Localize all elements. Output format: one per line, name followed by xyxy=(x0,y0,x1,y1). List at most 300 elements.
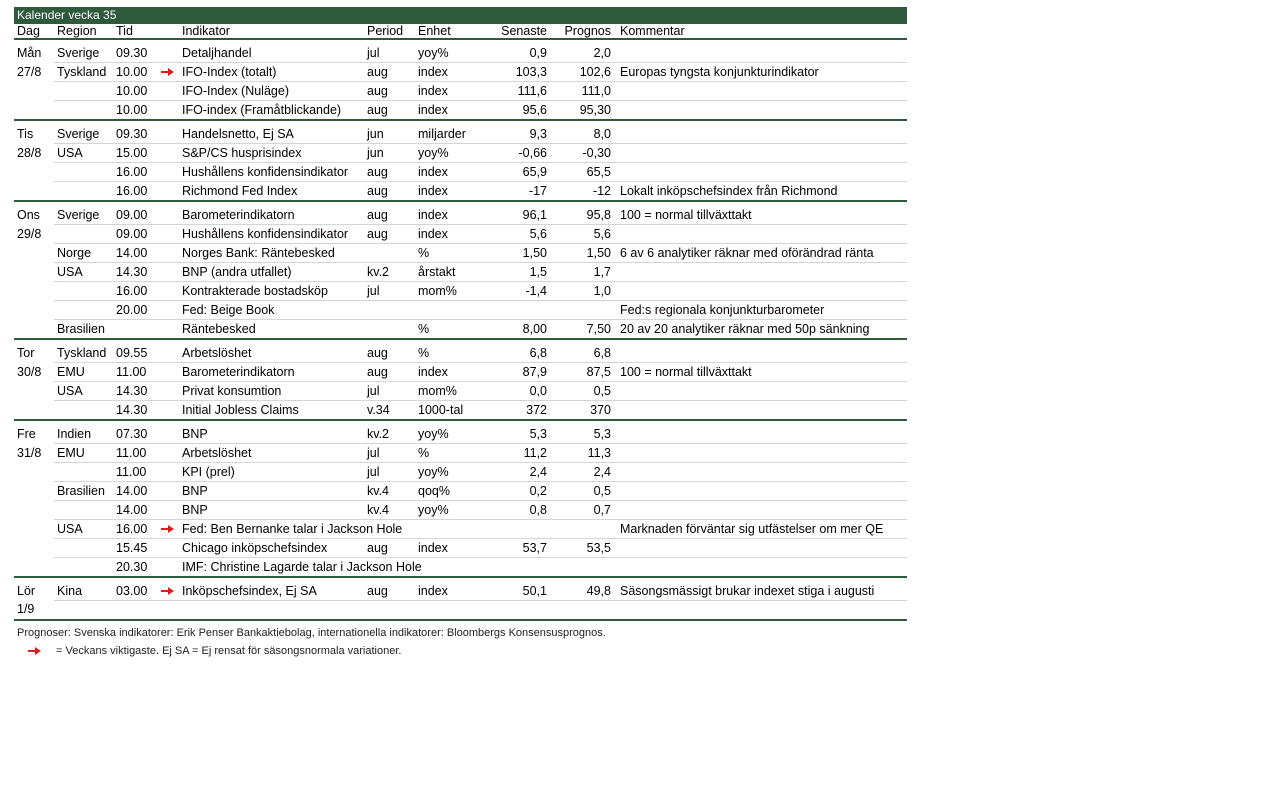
cell-kommentar xyxy=(617,282,907,301)
cell-senaste: 1,5 xyxy=(483,263,551,282)
cell-period: kv.4 xyxy=(364,501,415,520)
cell-senaste: 96,1 xyxy=(483,201,551,225)
cell-dag: 30/8 xyxy=(17,364,42,379)
cell-kommentar xyxy=(617,463,907,482)
header-dag: Dag xyxy=(14,24,54,39)
importance-cell xyxy=(158,601,179,620)
table-row xyxy=(14,282,907,301)
cell-tid: 10.00 xyxy=(116,102,148,117)
cell-dag xyxy=(14,558,54,578)
cell-tid: 14.00 xyxy=(113,482,158,501)
cell-enhet: yoy% xyxy=(415,420,483,444)
cell-period: aug xyxy=(364,225,415,244)
cell-enhet: index xyxy=(415,82,483,101)
table-row xyxy=(14,482,907,501)
cell-prognos: 111,0 xyxy=(551,82,617,101)
cell-enhet: index xyxy=(415,201,483,225)
cell-region: USA xyxy=(54,520,113,539)
cell-dag: 31/8 xyxy=(17,445,42,460)
red-arrow-icon xyxy=(161,525,175,533)
cell-kommentar xyxy=(617,482,907,501)
table-row xyxy=(14,301,907,320)
cell-dag xyxy=(14,520,54,539)
cell-senaste: 8,00 xyxy=(522,321,547,336)
cell-prognos: 5,3 xyxy=(551,420,617,444)
importance-cell xyxy=(158,201,179,225)
cell-enhet: index xyxy=(415,163,483,182)
cell-kommentar: 100 = normal tillväxttakt xyxy=(617,363,907,382)
table-row xyxy=(14,601,907,620)
source-note: Prognoser: Svenska indikatorer: Erik Penser Bankaktiebolag, internationella indikatorer: Bloombergs Konsensusprognos. xyxy=(17,627,606,639)
cell-kommentar xyxy=(617,339,907,363)
table-row xyxy=(14,463,907,482)
cell-period: aug xyxy=(364,339,415,363)
cell-dag xyxy=(14,163,54,182)
cell-dag: 29/8 xyxy=(17,226,42,241)
cell-dag xyxy=(14,501,54,520)
cell-region: Kina xyxy=(54,577,113,601)
table-row xyxy=(14,401,907,421)
cell-region: USA xyxy=(54,144,113,163)
day-group xyxy=(14,120,907,201)
cell-tid: 10.00 xyxy=(113,63,158,82)
cell-tid: 14.30 xyxy=(113,263,158,282)
cell-indikator: Fed: Ben Bernanke talar i Jackson Hole xyxy=(179,520,364,539)
cell-prognos: 7,50 xyxy=(586,321,611,336)
header-arrow-spacer xyxy=(158,24,179,39)
cell-indikator: Privat konsumtion xyxy=(179,382,364,401)
table-row xyxy=(14,577,907,601)
cell-prognos xyxy=(551,558,617,578)
table-header xyxy=(14,24,907,39)
cell-senaste xyxy=(483,558,551,578)
cell-prognos: 65,5 xyxy=(551,163,617,182)
cell-prognos: 370 xyxy=(590,402,611,417)
cell-prognos: 2,4 xyxy=(551,463,617,482)
cell-indikator: Fed: Beige Book xyxy=(179,301,364,320)
cell-indikator: IMF: Christine Lagarde talar i Jackson Hole xyxy=(182,559,422,574)
cell-indikator: Barometerindikatorn xyxy=(179,363,364,382)
header-period: Period xyxy=(364,24,415,39)
table-row xyxy=(14,120,907,144)
cell-tid: 14.30 xyxy=(113,382,158,401)
cell-senaste: 103,3 xyxy=(483,63,551,82)
cell-tid: 16.00 xyxy=(113,520,158,539)
importance-cell xyxy=(158,39,179,63)
table-row xyxy=(14,201,907,225)
cell-kommentar xyxy=(617,601,907,620)
cell-enhet: % xyxy=(415,444,483,463)
cell-tid: 09.30 xyxy=(113,39,158,63)
cell-prognos: 49,8 xyxy=(551,577,617,601)
cell-indikator: BNP xyxy=(179,482,364,501)
cell-dag xyxy=(14,282,54,301)
importance-cell xyxy=(158,282,179,301)
cell-kommentar xyxy=(617,39,907,63)
cell-senaste xyxy=(483,301,551,320)
importance-cell xyxy=(158,382,179,401)
cell-tid: 14.00 xyxy=(113,244,158,263)
importance-cell xyxy=(158,539,179,558)
cell-enhet: miljarder xyxy=(415,120,483,144)
cell-prognos: 95,30 xyxy=(579,102,611,117)
cell-kommentar xyxy=(617,82,907,101)
cell-enhet: yoy% xyxy=(415,463,483,482)
importance-cell xyxy=(158,577,179,601)
table-row xyxy=(14,320,907,340)
cell-region xyxy=(54,601,113,620)
cell-enhet xyxy=(415,601,483,620)
cell-kommentar xyxy=(617,101,907,121)
cell-enhet xyxy=(415,301,483,320)
cell-indikator: Detaljhandel xyxy=(179,39,364,63)
cell-region: Norge xyxy=(54,244,113,263)
table-row xyxy=(14,339,907,363)
cell-dag xyxy=(14,301,54,320)
table-row xyxy=(14,501,907,520)
cell-enhet: qoq% xyxy=(415,482,483,501)
cell-region xyxy=(54,225,113,244)
cell-dag: Ons xyxy=(17,207,40,222)
cell-dag xyxy=(14,539,54,558)
cell-enhet xyxy=(415,520,483,539)
cell-period: kv.2 xyxy=(364,263,415,282)
cell-enhet: index xyxy=(418,183,448,198)
cell-region xyxy=(54,282,113,301)
table-row xyxy=(14,39,907,63)
cell-indikator: Hushållens konfidensindikator xyxy=(179,163,364,182)
cell-dag xyxy=(14,182,54,202)
cell-enhet: % xyxy=(418,321,430,336)
cell-senaste: -1,4 xyxy=(483,282,551,301)
red-arrow-icon xyxy=(161,587,175,595)
cell-dag: Mån xyxy=(17,45,42,60)
cell-indikator xyxy=(179,601,364,620)
calendar-table xyxy=(14,24,907,619)
cell-prognos: 95,8 xyxy=(551,201,617,225)
cell-kommentar: Lokalt inköpschefsindex från Richmond xyxy=(620,183,838,198)
cell-senaste: 6,8 xyxy=(483,339,551,363)
cell-kommentar xyxy=(617,382,907,401)
cell-senaste: 0,0 xyxy=(483,382,551,401)
cell-dag: 28/8 xyxy=(17,145,42,160)
cell-prognos: -0,30 xyxy=(551,144,617,163)
importance-cell xyxy=(158,144,179,163)
cell-region: Tyskland xyxy=(54,63,113,82)
cell-enhet: index xyxy=(415,539,483,558)
cell-senaste: 95,6 xyxy=(522,102,547,117)
cell-enhet: % xyxy=(415,339,483,363)
table-bottom-rule xyxy=(14,619,907,621)
cell-tid: 11.00 xyxy=(113,363,158,382)
cell-dag: Tor xyxy=(17,345,35,360)
cell-period: kv.4 xyxy=(364,482,415,501)
cell-dag: Fre xyxy=(17,426,36,441)
cell-indikator: Richmond Fed Index xyxy=(182,183,298,198)
table-row xyxy=(14,244,907,263)
table-row xyxy=(14,444,907,463)
cell-tid: 14.00 xyxy=(113,501,158,520)
cell-tid: 20.30 xyxy=(116,559,148,574)
cell-indikator: S&P/CS husprisindex xyxy=(179,144,364,163)
cell-period: jul xyxy=(364,282,415,301)
cell-period: aug xyxy=(364,201,415,225)
cell-enhet: mom% xyxy=(415,282,483,301)
cell-dag xyxy=(14,320,54,340)
cell-region: USA xyxy=(54,382,113,401)
cell-period xyxy=(364,301,415,320)
cell-tid: 16.00 xyxy=(116,183,148,198)
importance-cell xyxy=(158,444,179,463)
cell-prognos: 87,5 xyxy=(551,363,617,382)
cell-prognos: 2,0 xyxy=(551,39,617,63)
cell-enhet xyxy=(415,558,483,578)
cell-dag xyxy=(14,382,54,401)
cell-region: EMU xyxy=(54,363,113,382)
cell-prognos xyxy=(551,520,617,539)
cell-period: aug xyxy=(367,102,388,117)
cell-kommentar xyxy=(617,225,907,244)
cell-period: aug xyxy=(364,577,415,601)
cell-region: Brasilien xyxy=(57,321,105,336)
cell-tid: 16.00 xyxy=(113,163,158,182)
cell-senaste: 11,2 xyxy=(483,444,551,463)
cell-kommentar: 100 = normal tillväxttakt xyxy=(617,201,907,225)
cell-senaste: 0,2 xyxy=(483,482,551,501)
importance-cell xyxy=(158,101,179,121)
cell-kommentar xyxy=(617,144,907,163)
cell-prognos: 11,3 xyxy=(551,444,617,463)
table-row xyxy=(14,263,907,282)
cell-tid: 11.00 xyxy=(113,463,158,482)
cell-prognos: 1,50 xyxy=(551,244,617,263)
day-group xyxy=(14,339,907,420)
cell-tid: 11.00 xyxy=(113,444,158,463)
cell-senaste: 372 xyxy=(526,402,547,417)
cell-tid: 20.00 xyxy=(113,301,158,320)
cell-dag: Tis xyxy=(17,126,34,141)
importance-cell xyxy=(158,558,179,578)
table-row xyxy=(14,520,907,539)
cell-enhet: index xyxy=(415,225,483,244)
header-tid: Tid xyxy=(113,24,158,39)
cell-senaste: 9,3 xyxy=(483,120,551,144)
cell-senaste: 1,50 xyxy=(483,244,551,263)
cell-indikator: Inköpschefsindex, Ej SA xyxy=(179,577,364,601)
importance-cell xyxy=(158,244,179,263)
importance-cell xyxy=(158,401,179,421)
cell-dag xyxy=(14,244,54,263)
cell-tid xyxy=(113,601,158,620)
table-row xyxy=(14,382,907,401)
cell-period xyxy=(364,601,415,620)
cell-senaste: 87,9 xyxy=(483,363,551,382)
importance-cell xyxy=(158,225,179,244)
importance-cell xyxy=(158,363,179,382)
cell-period: jul xyxy=(364,463,415,482)
cell-senaste xyxy=(483,520,551,539)
cell-kommentar xyxy=(617,558,907,578)
cell-region xyxy=(54,558,113,578)
cell-enhet: årstakt xyxy=(415,263,483,282)
cell-region: Tyskland xyxy=(54,339,113,363)
table-row xyxy=(14,82,907,101)
cell-kommentar xyxy=(617,539,907,558)
cell-indikator: IFO-Index (Nuläge) xyxy=(179,82,364,101)
legend-row xyxy=(28,645,907,657)
cell-kommentar xyxy=(617,120,907,144)
cell-region: Sverige xyxy=(54,120,113,144)
cell-tid: 09.30 xyxy=(113,120,158,144)
cell-prognos: 8,0 xyxy=(551,120,617,144)
cell-kommentar: 20 av 20 analytiker räknar med 50p sänkning xyxy=(620,321,870,336)
importance-cell xyxy=(158,182,179,202)
cell-enhet: % xyxy=(415,244,483,263)
header-kommentar: Kommentar xyxy=(617,24,907,39)
cell-period: aug xyxy=(364,82,415,101)
cell-kommentar xyxy=(617,401,907,421)
cell-kommentar xyxy=(617,444,907,463)
cell-kommentar: Marknaden förväntar sig utfästelser om mer QE xyxy=(617,520,907,539)
importance-cell xyxy=(158,263,179,282)
cell-indikator: KPI (prel) xyxy=(179,463,364,482)
cell-indikator: Kontrakterade bostadsköp xyxy=(179,282,364,301)
cell-period: aug xyxy=(367,183,388,198)
cell-enhet: index xyxy=(415,363,483,382)
cell-prognos: 102,6 xyxy=(551,63,617,82)
importance-cell xyxy=(158,482,179,501)
cell-prognos: 53,5 xyxy=(551,539,617,558)
importance-cell xyxy=(158,463,179,482)
red-arrow-icon xyxy=(161,68,175,76)
header-indikator: Indikator xyxy=(179,24,364,39)
cell-indikator: IFO-Index (totalt) xyxy=(179,63,364,82)
cell-senaste: 0,9 xyxy=(483,39,551,63)
cell-prognos: 1,7 xyxy=(551,263,617,282)
table-row xyxy=(14,363,907,382)
cell-tid: 07.30 xyxy=(113,420,158,444)
header-prognos: Prognos xyxy=(551,24,617,39)
table-row xyxy=(14,144,907,163)
cell-period xyxy=(364,320,415,340)
cell-prognos: 5,6 xyxy=(551,225,617,244)
cell-tid: 14.30 xyxy=(116,402,148,417)
cell-enhet: index xyxy=(415,577,483,601)
cell-prognos: 0,5 xyxy=(551,482,617,501)
cell-region: EMU xyxy=(54,444,113,463)
importance-cell xyxy=(158,163,179,182)
importance-cell xyxy=(158,420,179,444)
cell-tid: 15.45 xyxy=(113,539,158,558)
calendar-sheet xyxy=(14,7,907,657)
cell-tid xyxy=(113,320,158,340)
cell-period: v.34 xyxy=(367,402,390,417)
table-row xyxy=(14,539,907,558)
cell-period: jun xyxy=(364,144,415,163)
cell-period: aug xyxy=(364,163,415,182)
cell-region: Sverige xyxy=(54,39,113,63)
cell-region xyxy=(54,501,113,520)
day-group xyxy=(14,577,907,619)
sheet-title: Kalender vecka 35 xyxy=(14,7,907,24)
cell-indikator: BNP (andra utfallet) xyxy=(179,263,364,282)
cell-senaste: -0,66 xyxy=(483,144,551,163)
table-row xyxy=(14,420,907,444)
importance-cell xyxy=(158,63,179,82)
cell-kommentar xyxy=(617,263,907,282)
cell-prognos xyxy=(551,601,617,620)
cell-kommentar xyxy=(617,163,907,182)
cell-indikator: Norges Bank: Räntebesked xyxy=(179,244,364,263)
cell-indikator: Handelsnetto, Ej SA xyxy=(179,120,364,144)
cell-kommentar: Säsongsmässigt brukar indexet stiga i augusti xyxy=(617,577,907,601)
importance-cell xyxy=(158,501,179,520)
table-row xyxy=(14,163,907,182)
cell-indikator: Arbetslöshet xyxy=(179,339,364,363)
cell-senaste: 0,8 xyxy=(483,501,551,520)
red-arrow-icon xyxy=(28,647,42,655)
legend-text: = Veckans viktigaste. Ej SA = Ej rensat för säsongsnormala variationer. xyxy=(56,645,402,657)
cell-period: jul xyxy=(364,444,415,463)
cell-dag xyxy=(14,101,54,121)
cell-indikator: BNP xyxy=(179,501,364,520)
cell-period: aug xyxy=(364,63,415,82)
cell-enhet: index xyxy=(415,63,483,82)
cell-region xyxy=(54,182,113,202)
cell-enhet: index xyxy=(418,102,448,117)
cell-enhet: mom% xyxy=(415,382,483,401)
cell-senaste: 65,9 xyxy=(483,163,551,182)
importance-cell xyxy=(158,120,179,144)
cell-tid: 15.00 xyxy=(113,144,158,163)
cell-dag xyxy=(14,482,54,501)
cell-prognos xyxy=(551,301,617,320)
cell-region: USA xyxy=(54,263,113,282)
cell-indikator: IFO-index (Framåtblickande) xyxy=(182,102,342,117)
cell-senaste: 2,4 xyxy=(483,463,551,482)
cell-period: jul xyxy=(364,382,415,401)
cell-period: kv.2 xyxy=(364,420,415,444)
cell-kommentar xyxy=(617,501,907,520)
cell-indikator: Hushållens konfidensindikator xyxy=(179,225,364,244)
cell-indikator: Barometerindikatorn xyxy=(179,201,364,225)
cell-dag xyxy=(14,82,54,101)
cell-prognos: 1,0 xyxy=(551,282,617,301)
header-enhet: Enhet xyxy=(415,24,483,39)
table-row xyxy=(14,558,907,578)
cell-dag: Lör xyxy=(17,583,36,598)
cell-region xyxy=(54,301,113,320)
cell-period xyxy=(364,244,415,263)
cell-tid: 03.00 xyxy=(113,577,158,601)
importance-cell xyxy=(158,320,179,340)
cell-period: jun xyxy=(364,120,415,144)
cell-indikator: Chicago inköpschefsindex xyxy=(179,539,364,558)
cell-period: aug xyxy=(364,363,415,382)
day-group xyxy=(14,201,907,339)
cell-indikator: Räntebesked xyxy=(182,321,256,336)
header-senaste: Senaste xyxy=(483,24,551,39)
header-region: Region xyxy=(54,24,113,39)
cell-senaste: 53,7 xyxy=(483,539,551,558)
cell-enhet: yoy% xyxy=(415,39,483,63)
cell-senaste: 111,6 xyxy=(483,82,551,101)
cell-enhet: yoy% xyxy=(415,501,483,520)
cell-dag xyxy=(14,463,54,482)
cell-region xyxy=(54,539,113,558)
cell-dag xyxy=(14,401,54,421)
cell-tid: 09.55 xyxy=(113,339,158,363)
